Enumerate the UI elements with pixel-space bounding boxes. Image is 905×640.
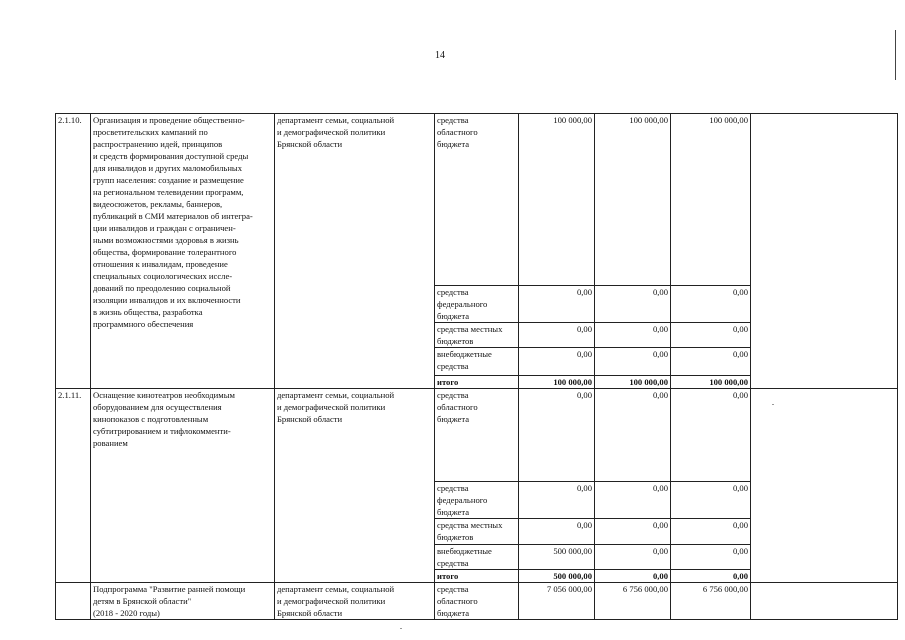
amount-year-2: 0,00 xyxy=(595,482,671,519)
scan-dot xyxy=(400,628,402,629)
amount-year-2: 0,00 xyxy=(595,519,671,545)
source-label: средства областного бюджета xyxy=(435,389,519,482)
amount-year-1: 0,00 xyxy=(519,482,595,519)
amount-year-2: 6 756 000,00 xyxy=(595,583,671,620)
source-label: внебюджетные средства xyxy=(435,545,519,570)
amount-year-1: 0,00 xyxy=(519,389,595,482)
amount-year-1: 500 000,00 xyxy=(519,570,595,583)
empty-cell xyxy=(751,389,898,583)
amount-year-2: 0,00 xyxy=(595,570,671,583)
empty-cell xyxy=(751,114,898,389)
amount-year-1: 0,00 xyxy=(519,323,595,348)
budget-table xyxy=(55,113,898,620)
source-label: средства местных бюджетов xyxy=(435,519,519,545)
source-label: средства местных бюджетов xyxy=(435,323,519,348)
amount-year-3: 0,00 xyxy=(671,519,751,545)
amount-year-2: 0,00 xyxy=(595,323,671,348)
source-label: средства федерального бюджета xyxy=(435,482,519,519)
table-row xyxy=(56,583,898,620)
amount-year-1: 500 000,00 xyxy=(519,545,595,570)
amount-year-3: 0,00 xyxy=(671,286,751,323)
amount-year-1: 0,00 xyxy=(519,286,595,323)
amount-year-2: 100 000,00 xyxy=(595,114,671,286)
amount-year-1: 0,00 xyxy=(519,519,595,545)
amount-year-1: 7 056 000,00 xyxy=(519,583,595,620)
margin-mark xyxy=(895,30,896,80)
amount-year-3: 0,00 xyxy=(671,348,751,376)
amount-year-1: 100 000,00 xyxy=(519,376,595,389)
table-row xyxy=(56,389,898,482)
amount-year-2: 100 000,00 xyxy=(595,376,671,389)
item-executor: департамент семьи, социальной и демографической политики Брянской области xyxy=(275,389,435,583)
amount-year-3: 6 756 000,00 xyxy=(671,583,751,620)
empty-cell xyxy=(751,583,898,620)
amount-year-3: 0,00 xyxy=(671,545,751,570)
item-name: Организация и проведение общественно- просветительских кампаний по распространению идей, принципов и средств формирования доступной среды для инвалидов и других маломобильных групп населения: создание и размещение на региональном телевидении программ, видеосюжетов, рекламы, баннеров, публикаций в СМИ материалов об интегра- ции инвалидов и граждан с ограничен- ными возможностями здоровья в жизнь общества, формирование толерантного отношения к инвалидам, проведение специальных социологических иссле- дований по преодолению социальной изоляции инвалидов и их включенности в жизнь общества, разработка программного обеспечения xyxy=(91,114,275,389)
amount-year-3: 100 000,00 xyxy=(671,376,751,389)
item-name: Оснащение кинотеатров необходимым оборудованием для осуществления кинопоказов с подготовленным субтитрированием и тифлокомменти- рованием xyxy=(91,389,275,583)
amount-year-2: 0,00 xyxy=(595,286,671,323)
source-label: средства федерального бюджета xyxy=(435,286,519,323)
item-number: 2.1.10. xyxy=(56,114,91,389)
page-number: 14 xyxy=(435,50,445,61)
item-number xyxy=(56,583,91,620)
source-label: средства областного бюджета xyxy=(435,114,519,286)
source-label: внебюджетные средства xyxy=(435,348,519,376)
amount-year-1: 100 000,00 xyxy=(519,114,595,286)
source-label: итого xyxy=(435,570,519,583)
amount-year-3: 0,00 xyxy=(671,482,751,519)
source-label: средства областного бюджета xyxy=(435,583,519,620)
amount-year-3: 0,00 xyxy=(671,323,751,348)
amount-year-3: 0,00 xyxy=(671,570,751,583)
source-label: итого xyxy=(435,376,519,389)
item-number: 2.1.11. xyxy=(56,389,91,583)
amount-year-3: 100 000,00 xyxy=(671,114,751,286)
item-executor: департамент семьи, социальной и демографической политики Брянской области xyxy=(275,114,435,389)
amount-year-1: 0,00 xyxy=(519,348,595,376)
amount-year-3: 0,00 xyxy=(671,389,751,482)
item-name: Подпрограмма "Развитие ранней помощи детям в Брянской области" (2018 - 2020 годы) xyxy=(91,583,275,620)
amount-year-2: 0,00 xyxy=(595,389,671,482)
table-row xyxy=(56,114,898,286)
amount-year-2: 0,00 xyxy=(595,348,671,376)
amount-year-2: 0,00 xyxy=(595,545,671,570)
item-executor: департамент семьи, социальной и демографической политики Брянской области xyxy=(275,583,435,620)
